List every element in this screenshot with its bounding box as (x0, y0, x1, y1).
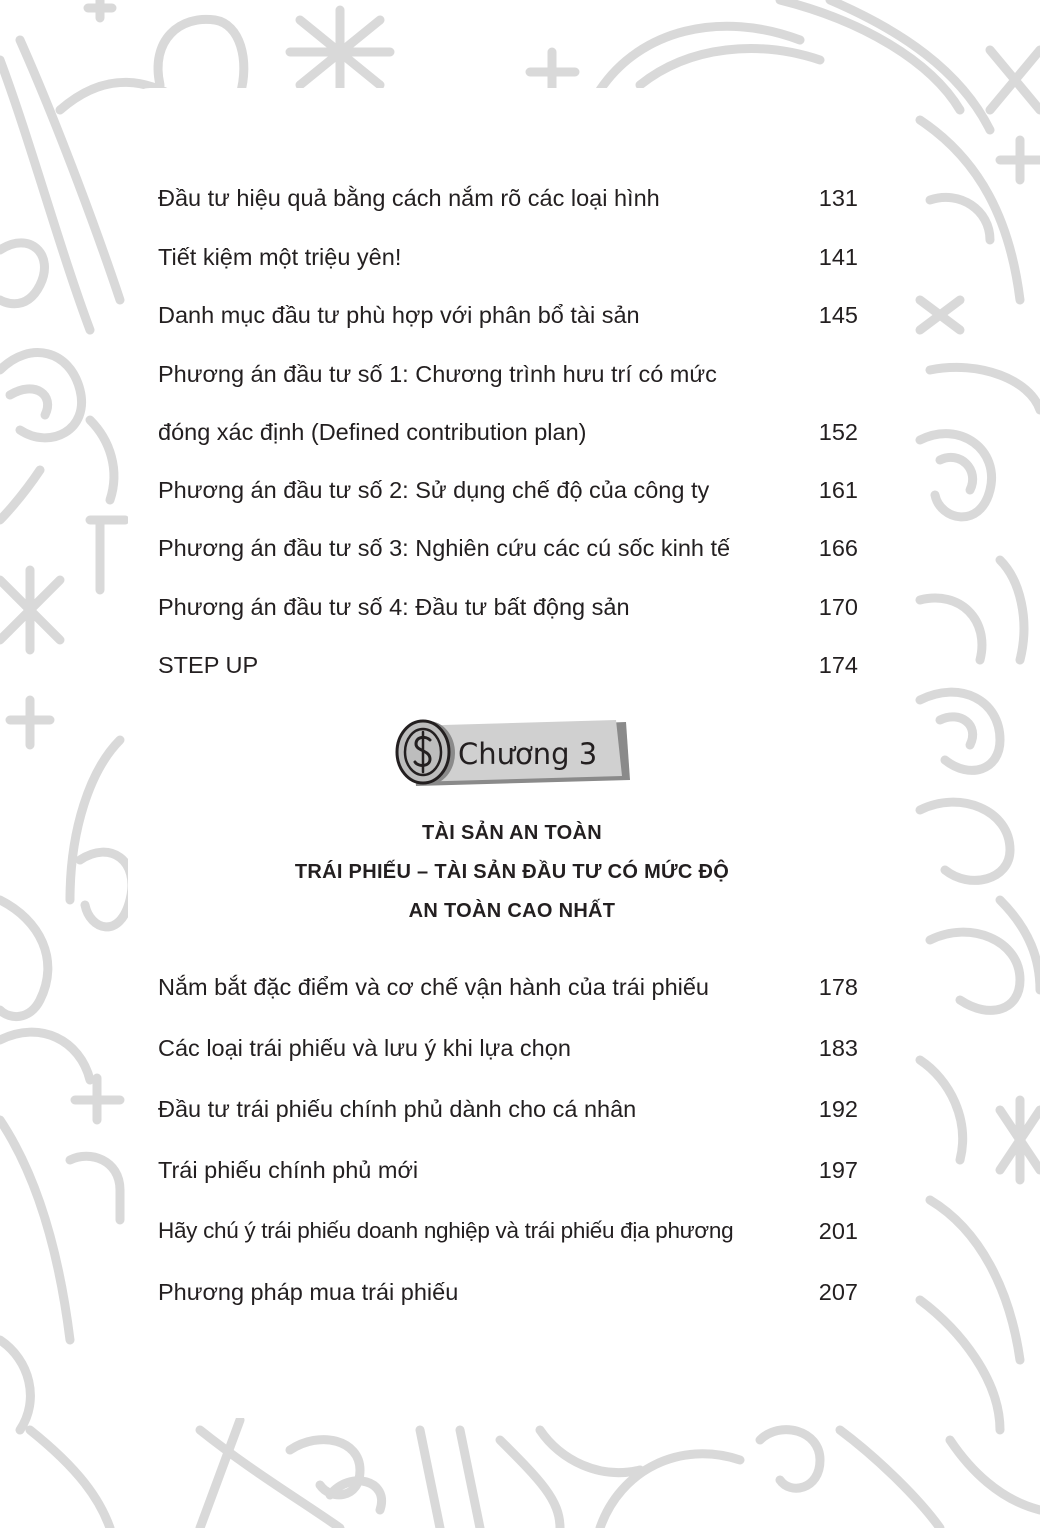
toc-entry-title: STEP UP (158, 652, 259, 678)
toc-entry[interactable] (158, 647, 858, 683)
toc-entry-page: 192 (818, 1096, 858, 1122)
toc-entry-title: Hãy chú ý trái phiếu doanh nghiệp và trái phiếu địa phương (158, 1218, 734, 1243)
toc-entry-page: 145 (818, 302, 858, 328)
toc-entry[interactable] (158, 589, 858, 625)
toc-entry-title: Phương án đầu tư số 4: Đầu tư bất động sản (158, 594, 630, 620)
toc-entry-title: Phương án đầu tư số 1: Chương trình hưu trí có mức (158, 361, 717, 387)
toc-entry-page: 152 (818, 419, 858, 445)
toc-entry[interactable] (158, 297, 858, 333)
toc-entry-page: 197 (818, 1157, 858, 1183)
toc-entry-page: 166 (818, 535, 858, 561)
toc-entry[interactable] (158, 414, 858, 450)
toc-entry-title: Tiết kiệm một triệu yên! (158, 244, 402, 270)
toc-entry-page: 170 (818, 594, 858, 620)
toc-entry[interactable] (158, 1030, 858, 1066)
toc-entry-page: 174 (818, 652, 858, 678)
toc-entry-title: Trái phiếu chính phủ mới (158, 1157, 419, 1183)
toc-entry-title: Phương pháp mua trái phiếu (158, 1279, 459, 1305)
toc-entry-page: 201 (818, 1218, 858, 1244)
toc-entry-page: 183 (818, 1035, 858, 1061)
chapter-heading-line: AN TOÀN CAO NHẤT (408, 900, 616, 922)
toc-entry[interactable] (158, 472, 858, 508)
toc-entry-page: 207 (818, 1279, 858, 1305)
toc-entry[interactable] (158, 530, 858, 566)
toc-entry-title: đóng xác định (Defined contribution plan) (158, 419, 587, 445)
toc-entry-title: Đầu tư hiệu quả bằng cách nắm rõ các loại hình (158, 185, 660, 211)
toc-entry-title: Danh mục đầu tư phù hợp với phân bổ tài sản (158, 302, 640, 328)
toc-entry-page: 131 (818, 185, 858, 211)
toc-entry-page: 141 (818, 244, 858, 270)
chapter-heading-line: TRÁI PHIẾU – TÀI SẢN ĐẦU TƯ CÓ MỨC ĐỘ (294, 861, 730, 883)
toc-entry-page: 178 (818, 974, 858, 1000)
toc-entry-page: 161 (818, 477, 858, 503)
chapter-heading-line: TÀI SẢN AN TOÀN (421, 822, 603, 844)
toc-entry[interactable] (158, 1152, 858, 1188)
toc-entry-title: Phương án đầu tư số 3: Nghiên cứu các cú sốc kinh tế (158, 535, 731, 561)
coin-dollar-icon (397, 721, 455, 785)
chapter-label: Chương 3 (458, 737, 598, 771)
toc-entry[interactable] (158, 1274, 858, 1310)
toc-entry[interactable] (158, 180, 858, 216)
toc-entry[interactable] (158, 1213, 858, 1249)
toc-entry-title: Phương án đầu tư số 2: Sử dụng chế độ của công ty (158, 477, 710, 503)
toc-entry-title: Các loại trái phiếu và lưu ý khi lựa chọn (158, 1035, 571, 1061)
toc-entry[interactable] (158, 239, 858, 275)
toc-entry[interactable] (158, 1091, 858, 1127)
toc-entry[interactable] (158, 969, 858, 1005)
toc-entry-title: Nắm bắt đặc điểm và cơ chế vận hành của trái phiếu (158, 974, 709, 1000)
toc-entry[interactable] (158, 356, 858, 392)
toc-entry-title: Đầu tư trái phiếu chính phủ dành cho cá nhân (158, 1096, 637, 1122)
